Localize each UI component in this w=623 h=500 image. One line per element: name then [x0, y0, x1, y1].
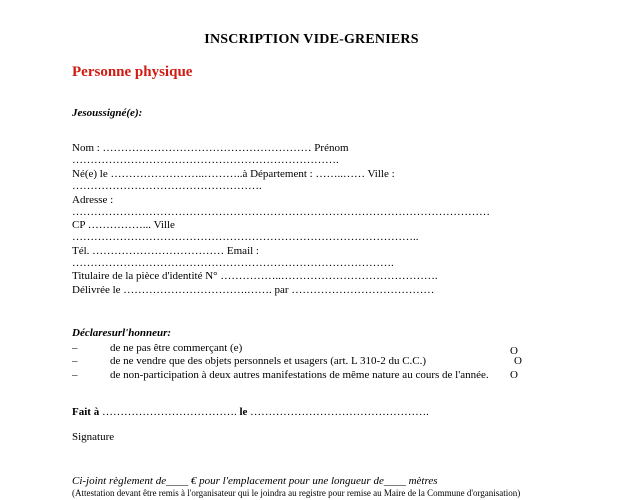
declaration-text: de ne pas être commerçant (e)	[110, 342, 243, 354]
declaration-dash: –	[72, 342, 78, 354]
place-dots: ……………………………….	[101, 406, 237, 418]
declaration-text: de non-participation à deux autres manifestations de même nature au cours de l'année.	[110, 369, 489, 381]
phone-field-continued: …………………………………………………………………………….	[72, 257, 394, 269]
declaration-label: Déclaresurl'honneur:	[72, 327, 172, 339]
postcode-field: CP ……………... Ville	[72, 219, 175, 231]
payment-line: Ci-joint règlement de____ € pour l'emplacement pour une longueur de____ mètres	[72, 475, 438, 487]
declaration-checkbox[interactable]: O	[514, 355, 522, 367]
declaration-dash: –	[72, 369, 78, 381]
declaration-dash: –	[72, 355, 78, 367]
signature-label: Signature	[72, 431, 115, 443]
declaration-checkbox[interactable]: O	[510, 369, 518, 381]
phone-field: Tél. ……………………………… Email :	[72, 245, 259, 257]
birth-field-continued: …………………………………………….	[72, 180, 262, 192]
id-number-field: Titulaire de la pièce d'identité N° ……………..…………………………………….	[72, 270, 438, 282]
place-label: Fait à	[72, 406, 100, 418]
birth-field: Né(e) le ……………………..………..à Département : ……..…… Ville :	[72, 168, 395, 180]
postcode-field-continued: …………………………………………………………………………………..	[72, 231, 419, 243]
attestation-note: (Attestation devant être remis à l'organisateur qui le joindra au registre pour remise au Maire de la Commune d'organisation)	[72, 488, 521, 498]
date-label: le	[239, 406, 248, 418]
date-dots: ………………………………………….	[250, 406, 429, 418]
place-date-line	[72, 406, 429, 419]
nom-field-continued: ……………………………………………………………….	[72, 154, 339, 166]
issued-field: Délivrée le …………………………….……. par …………………………………	[72, 284, 435, 296]
section-title: Personne physique	[72, 64, 193, 80]
address-field: Adresse :	[72, 194, 114, 206]
page-title: INSCRIPTION VIDE-GRENIERS	[204, 32, 419, 47]
nom-field: Nom : ………………………………………………… Prénom	[72, 142, 349, 154]
undersigned-label: Jesoussigné(e):	[72, 107, 143, 119]
declaration-text: de ne vendre que des objets personnels et usagers (art. L 310-2 du C.C.)	[110, 355, 427, 367]
declaration-checkbox[interactable]: O	[510, 345, 518, 357]
address-field-continued: ……………………………………………………………………………………………………	[72, 206, 490, 218]
